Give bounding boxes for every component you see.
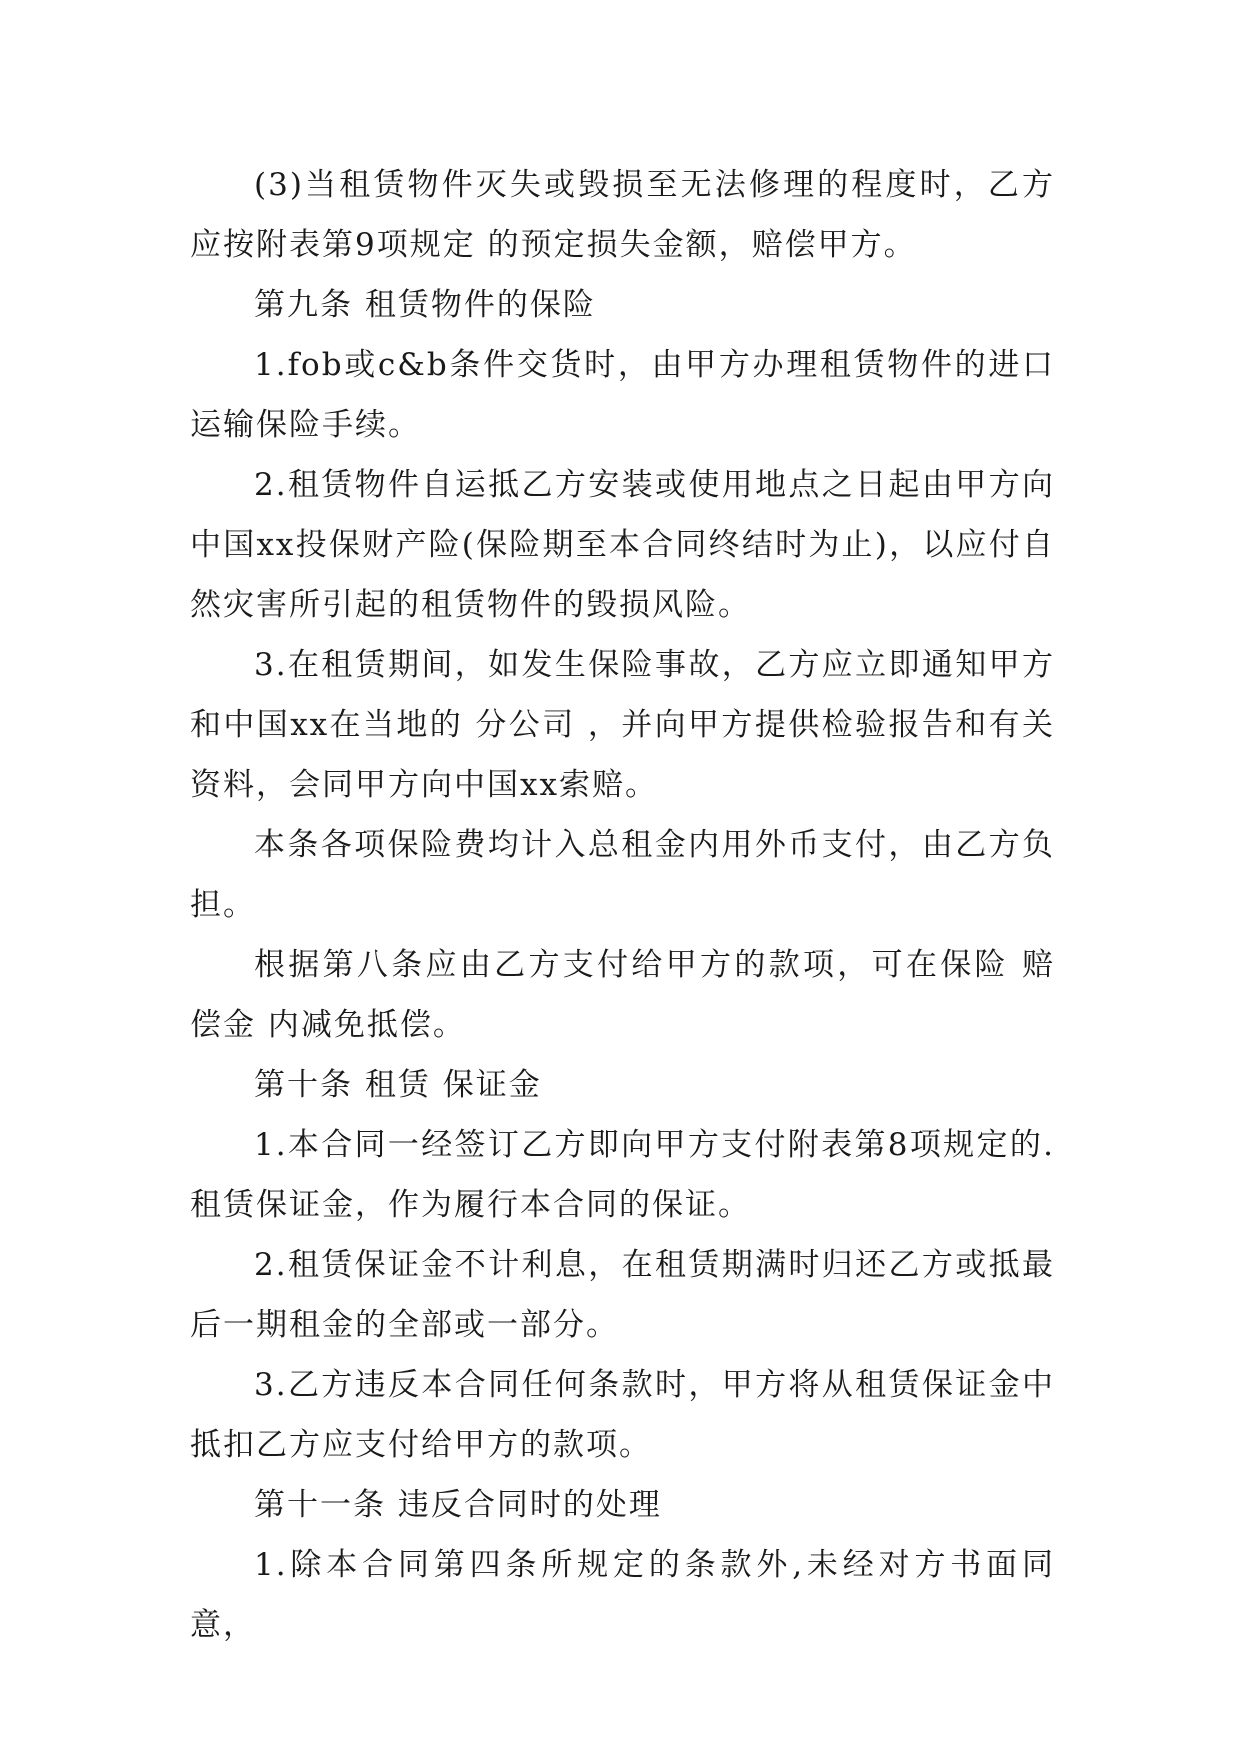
heading-article-9: 第九条 租赁物件的保险 <box>254 287 596 323</box>
paragraph-insurance-fees: 本条各项保险费均计入总租金内用外币支付，由乙方负担。 <box>190 827 1055 923</box>
paragraph-insurance-item-2: 2.租赁物件自运抵乙方安装或使用地点之日起由甲方向中国xx投保财产险(保险期至本合同终结时为止)，以应付自然灾害所引起的租赁物件的毁损风险。 <box>190 467 1055 623</box>
paragraph-insurance-offset: 根据第八条应由乙方支付给甲方的款项，可在保险 赔偿金 内减免抵偿。 <box>190 947 1055 1043</box>
heading-article-10: 第十条 租赁 保证金 <box>254 1067 542 1103</box>
heading-article-11: 第十一条 违反合同时的处理 <box>254 1487 662 1523</box>
paragraph-deposit-item-2: 2.租赁保证金不计利息，在租赁期满时归还乙方或抵最后一期租金的全部或一部分。 <box>190 1247 1055 1343</box>
paragraph-insurance-item-1: 1.fob或c&b条件交货时，由甲方办理租赁物件的进口运输保险手续。 <box>190 347 1055 443</box>
paragraph-breach-item-1: 1.除本合同第四条所规定的条款外,未经对方书面同意， <box>190 1547 1055 1643</box>
paragraph-loss-compensation: (3)当租赁物件灭失或毁损至无法修理的程度时，乙方应按附表第9项规定 的预定损失金额，赔偿甲方。 <box>190 167 1055 263</box>
paragraph-insurance-item-3: 3.在租赁期间，如发生保险事故，乙方应立即通知甲方和中国xx在当地的 分公司 ，并向甲方提供检验报告和有关资料，会同甲方向中国xx索赔。 <box>190 647 1055 803</box>
paragraph-deposit-item-3: 3.乙方违反本合同任何条款时，甲方将从租赁保证金中抵扣乙方应支付给甲方的款项。 <box>190 1367 1055 1463</box>
paragraph-deposit-item-1: 1.本合同一经签订乙方即向甲方支付附表第8项规定的.租赁保证金，作为履行本合同的保证。 <box>190 1127 1055 1223</box>
document-body <box>190 155 1055 1655</box>
